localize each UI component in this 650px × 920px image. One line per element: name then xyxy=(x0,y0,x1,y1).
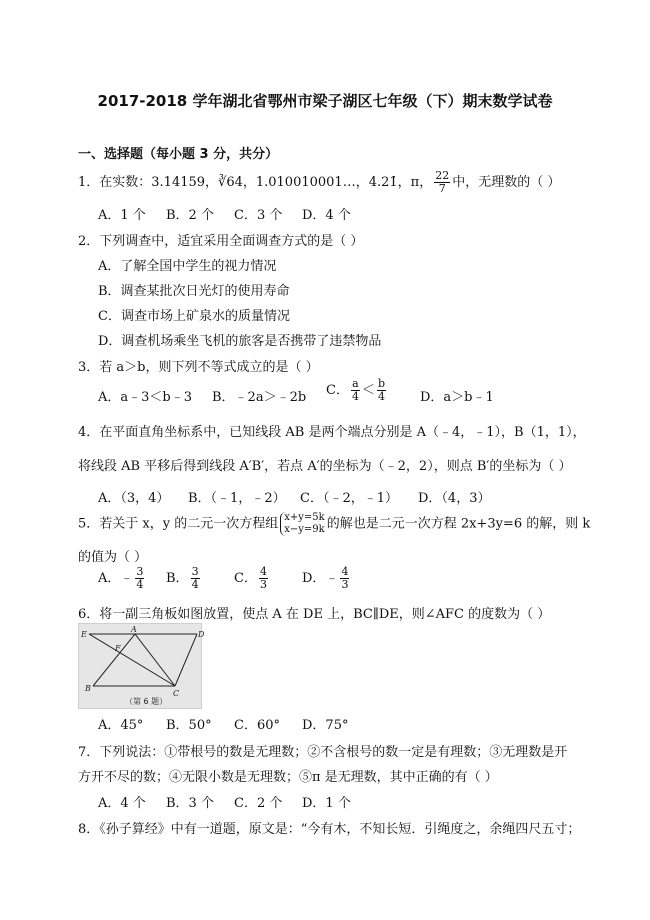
label-f: F xyxy=(115,644,121,653)
segment-ac xyxy=(135,634,175,686)
q4-option-a[interactable]: A．（3，4） xyxy=(98,491,170,506)
q1-prefix: 1．在实数：3.14159， xyxy=(78,175,219,190)
q7-option-a[interactable]: A．4 个 xyxy=(98,796,146,811)
section-heading: 一、选择题（每小题 3 分，共分） xyxy=(78,147,279,162)
q3-option-a[interactable]: A．a﹣3＜b﹣3 xyxy=(98,390,193,405)
q4-option-d[interactable]: D．（4，3） xyxy=(418,491,491,506)
question-6-stem: 6．将一副三角板如图放置，使点 A 在 DE 上，BC∥DE，则∠AFC 的度数为（ ） xyxy=(78,607,551,622)
figure-caption: （第 6 题） xyxy=(125,697,168,706)
q5-pre: 5．若关于 x，y 的二元一次方程组 xyxy=(78,516,279,532)
label-c: C xyxy=(173,689,180,698)
q5-equation-system: x+y=5k x−y=9k xyxy=(280,512,324,536)
q7-option-b[interactable]: B．3 个 xyxy=(166,796,214,811)
question-4-line-1: 4．在平面直角坐标系中，已知线段 AB 是两个端点分别是 A（﹣4，﹣1），B（1，1）， xyxy=(78,425,586,440)
q6-option-d[interactable]: D．75° xyxy=(302,718,349,733)
page-title: 2017-2018 学年湖北省鄂州市梁子湖区七年级（下）期末数学试卷 xyxy=(97,92,553,110)
q5-post: 的解也是二元一次方程 2x+3y=6 的解，则 k xyxy=(326,516,591,532)
q3-option-b[interactable]: B．﹣2a＞﹣2b xyxy=(212,390,307,405)
segment-dc xyxy=(175,634,197,686)
q3-option-d[interactable]: D．a＞b﹣1 xyxy=(420,390,494,405)
q2-option-d[interactable]: D．调查机场乘坐飞机的旅客是否携带了违禁物品 xyxy=(98,334,382,349)
segment-ab xyxy=(93,634,135,686)
q6-option-b[interactable]: B．50° xyxy=(166,718,212,733)
question-5-line-2: 的值为（ ） xyxy=(78,550,148,565)
q7-option-c[interactable]: C．2 个 xyxy=(234,796,283,811)
q3-option-c[interactable]: C． $\frac{a}{4}$ ＜ $\frac{b}{4}$ xyxy=(326,377,386,403)
question-8-line-1: 8．《孙子算经》中有一道题，原文是：“今有木，不知长短．引绳度之，余绳四尺五寸； xyxy=(78,822,581,837)
q5-option-c[interactable]: C． $\frac{4}{3}$ xyxy=(234,565,267,591)
q1-cube-root: ∛64 xyxy=(218,175,243,190)
triangle-figure xyxy=(79,624,205,708)
q4-option-b[interactable]: B．（﹣1，﹣2） xyxy=(188,491,286,506)
label-e: E xyxy=(81,630,87,639)
question-2-stem: 2．下列调查中，适宜采用全面调查方式的是（ ） xyxy=(78,234,364,249)
q1-suffix: 中，无理数的（ ） xyxy=(452,175,561,190)
q1-option-d[interactable]: D．4 个 xyxy=(302,208,351,223)
question-5-line-1 xyxy=(78,512,590,536)
q5-option-b[interactable]: B． $\frac{3}{4}$ xyxy=(166,565,199,591)
label-d: D xyxy=(198,630,205,639)
q7-option-d[interactable]: D．1 个 xyxy=(302,796,351,811)
question-3-stem: 3．若 a＞b，则下列不等式成立的是（ ） xyxy=(78,360,319,375)
q2-option-b[interactable]: B．调查某批次日光灯的使用寿命 xyxy=(98,284,290,299)
q6-option-c[interactable]: C．60° xyxy=(234,718,280,733)
question-7-line-1: 7．下列说法：①带根号的数是无理数；②不含根号的数一定是有理数；③无理数是开 xyxy=(78,745,568,760)
q1-after: ，π， xyxy=(397,175,433,190)
q1-repeating-decimal: 4.21̇ xyxy=(368,175,398,190)
q5-option-a[interactable]: A．﹣ $\frac{3}{4}$ xyxy=(98,565,144,591)
question-7-line-2: 方开不尽的数；④无限小数是无理数；⑤π 是无理数，其中正确的有（ ） xyxy=(78,770,498,785)
q1-option-b[interactable]: B．2 个 xyxy=(166,208,214,223)
question-6-figure xyxy=(78,623,205,709)
q1-option-a[interactable]: A．1 个 xyxy=(98,208,146,223)
q1-mid: ，1.010010001…， xyxy=(242,175,369,190)
label-b: B xyxy=(85,684,91,693)
q4-option-c[interactable]: C．（﹣2，﹣1） xyxy=(300,491,398,506)
question-1-stem xyxy=(78,170,560,195)
q5-option-d[interactable]: D．﹣ $\frac{4}{3}$ xyxy=(302,565,349,591)
q1-option-c[interactable]: C．3 个 xyxy=(234,208,283,223)
question-4-line-2: 将线段 AB 平移后得到线段 A′B′，若点 A′的坐标为（﹣2，2），则点 B′的坐标为（ ） xyxy=(78,459,572,474)
q6-option-a[interactable]: A．45° xyxy=(98,718,144,733)
q1-fraction: $\frac{22}{7}$ xyxy=(435,169,450,195)
q2-option-a[interactable]: A．了解全国中学生的视力情况 xyxy=(98,259,277,274)
q2-option-c[interactable]: C．调查市场上矿泉水的质量情况 xyxy=(98,309,290,324)
segment-ec xyxy=(89,634,175,686)
label-a: A xyxy=(131,625,137,634)
